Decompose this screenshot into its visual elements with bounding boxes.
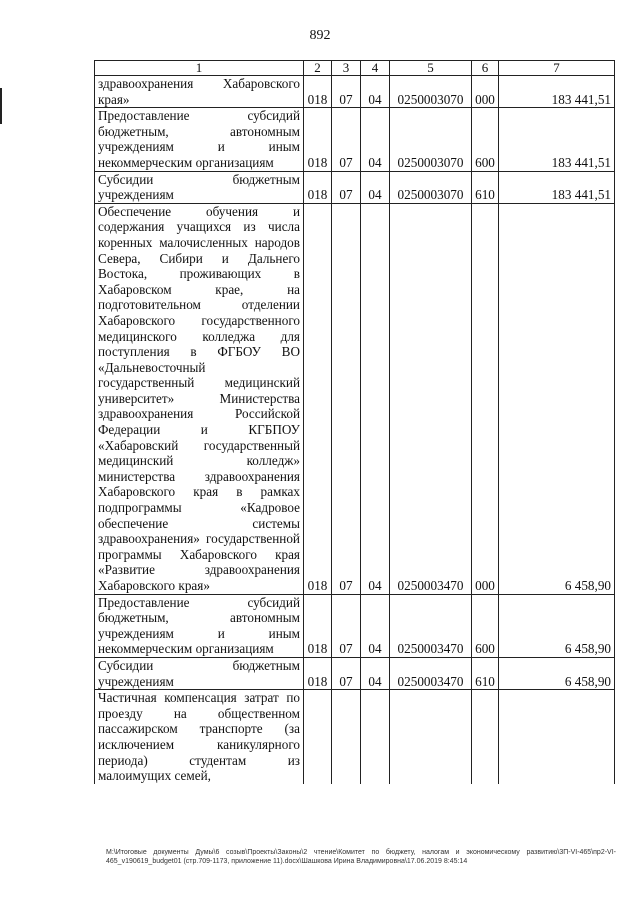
table-row: [95, 690, 615, 784]
row-name: Частичная компенсация затрат по проезду на общественном пассажирском транспорте (за исключением каникулярного периода) студентам из малоимущих семей,: [95, 690, 304, 784]
row-name: Субсидии бюджетным учреждениям: [95, 171, 304, 203]
row-sum: [499, 690, 615, 784]
row-pr: [361, 690, 390, 784]
margin-mark: [0, 88, 2, 124]
header-cell-2: 2: [304, 61, 332, 76]
table-row: [95, 203, 615, 594]
header-cell-5: 5: [390, 61, 472, 76]
row-sum: 183 441,51: [499, 171, 615, 203]
row-sum: 183 441,51: [499, 108, 615, 171]
row-pr: 04: [361, 203, 390, 594]
row-vr: 600: [472, 594, 499, 657]
row-sum: 6 458,90: [499, 657, 615, 689]
row-sum: 6 458,90: [499, 203, 615, 594]
row-ved: 018: [304, 76, 332, 108]
row-csr: 0250003070: [390, 76, 472, 108]
row-name: Субсидии бюджетным учреждениям: [95, 657, 304, 689]
table-row: [95, 171, 615, 203]
row-pr: 04: [361, 108, 390, 171]
header-cell-6: 6: [472, 61, 499, 76]
row-ved: [304, 690, 332, 784]
row-name: здравоохранения Хабаровского края»: [95, 76, 304, 108]
row-rz: 07: [332, 594, 361, 657]
row-vr: 610: [472, 657, 499, 689]
row-rz: 07: [332, 203, 361, 594]
row-rz: 07: [332, 76, 361, 108]
row-pr: 04: [361, 657, 390, 689]
header-cell-1: 1: [95, 61, 304, 76]
row-ved: 018: [304, 203, 332, 594]
row-vr: 610: [472, 171, 499, 203]
row-ved: 018: [304, 594, 332, 657]
row-rz: [332, 690, 361, 784]
header-cell-3: 3: [332, 61, 361, 76]
row-sum: 6 458,90: [499, 594, 615, 657]
budget-table: [94, 60, 615, 784]
file-path-footer: M:\Итоговые документы Думы\6 созыв\Проекты\Законы\2 чтение\Комитет по бюджету, налогам и экономическому развитию\3П-VI-465\пр2-VI-465_v190619_budget01 (стр.709-1173, приложение 11).docx\Шашкова Ирина Владимировна\17.06.2019 8:45:14: [106, 849, 616, 865]
table-row: [95, 108, 615, 171]
row-name: Обеспечение обучения и содержания учащихся из числа коренных малочисленных народов Севера, Сибири и Дальнего Востока, проживающих в Хабаровском крае, на подготовительном отделении Хабаровского государственного медицинского колледжа для поступления в ФГБОУ ВО «Дальневосточный государственный медицинский университет» Министерства здравоохранения Российской Федерации и КГБПОУ «Хабаровский государственный медицинский колледж» министерства здравоохранения Хабаровского края в рамках подпрограммы «Кадровое обеспечение системы здравоохранения» государственной программы Хабаровского края «Развитие здравоохранения Хабаровского края»: [95, 203, 304, 594]
row-csr: 0250003070: [390, 108, 472, 171]
row-name: Предоставление субсидий бюджетным, автономным учреждениям и иным некоммерческим организациям: [95, 594, 304, 657]
header-row: [95, 61, 615, 76]
row-csr: 0250003070: [390, 171, 472, 203]
row-vr: [472, 690, 499, 784]
table-row: [95, 657, 615, 689]
row-csr: 0250003470: [390, 203, 472, 594]
row-sum: 183 441,51: [499, 76, 615, 108]
table-row: [95, 594, 615, 657]
row-rz: 07: [332, 171, 361, 203]
header-cell-7: 7: [499, 61, 615, 76]
row-vr: 000: [472, 76, 499, 108]
row-name: Предоставление субсидий бюджетным, автономным учреждениям и иным некоммерческим организациям: [95, 108, 304, 171]
table-row: [95, 76, 615, 108]
row-csr: 0250003470: [390, 657, 472, 689]
row-pr: 04: [361, 594, 390, 657]
row-pr: 04: [361, 171, 390, 203]
row-rz: 07: [332, 108, 361, 171]
row-rz: 07: [332, 657, 361, 689]
row-ved: 018: [304, 171, 332, 203]
row-vr: 000: [472, 203, 499, 594]
row-vr: 600: [472, 108, 499, 171]
row-ved: 018: [304, 108, 332, 171]
header-cell-4: 4: [361, 61, 390, 76]
row-csr: [390, 690, 472, 784]
row-ved: 018: [304, 657, 332, 689]
row-csr: 0250003470: [390, 594, 472, 657]
page-number: 892: [309, 28, 331, 43]
row-pr: 04: [361, 76, 390, 108]
